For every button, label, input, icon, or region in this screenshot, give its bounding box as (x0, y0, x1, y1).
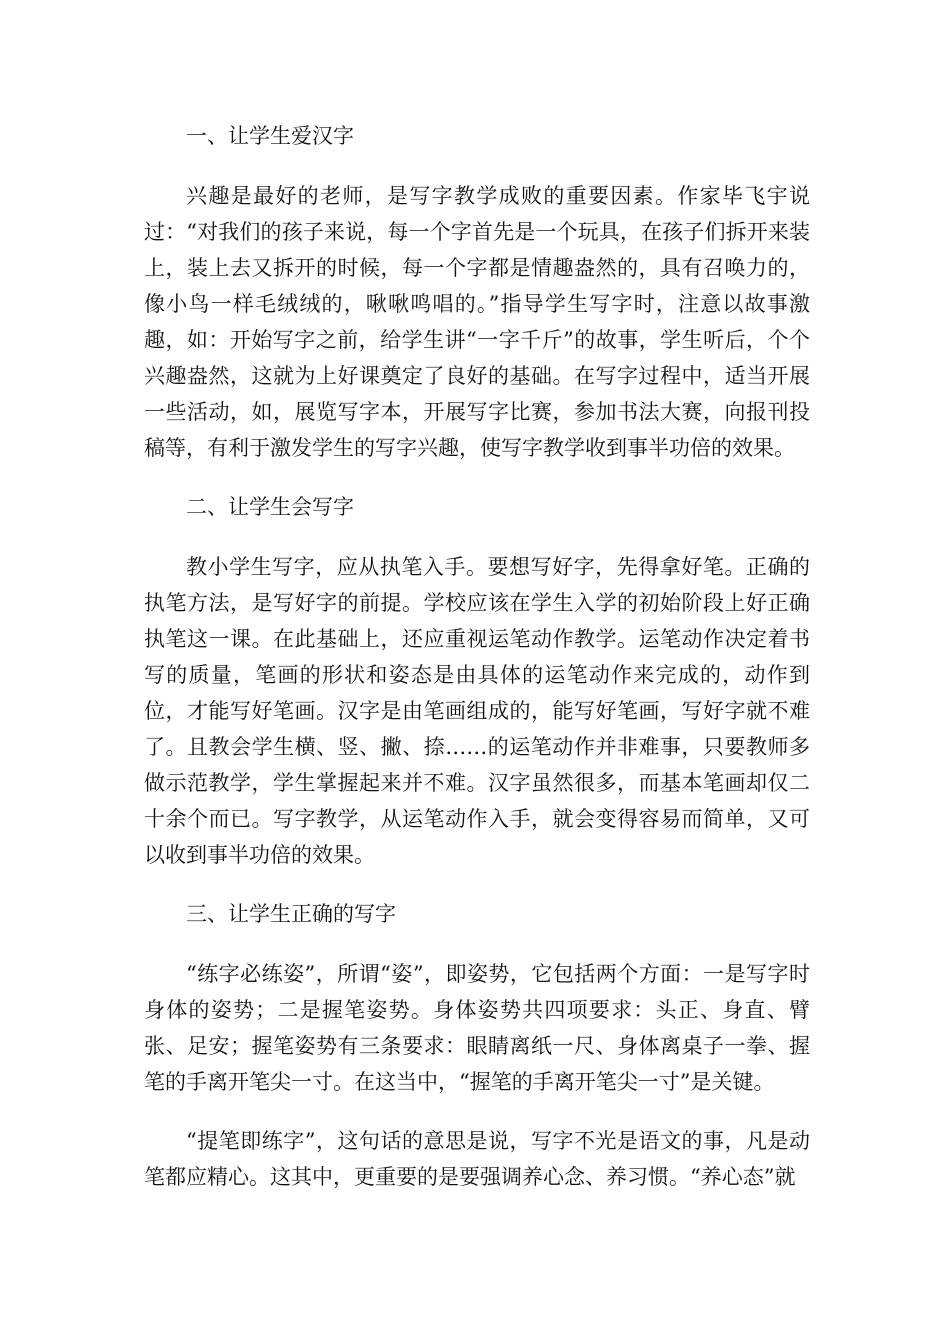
section-heading-3: 三、让学生正确的写字 (186, 902, 396, 926)
section-heading-2: 二、让学生会写字 (186, 495, 354, 519)
document-body (144, 118, 810, 1195)
section-1-paragraph-1: 兴趣是最好的老师，是写字教学成败的重要因素。作家毕飞宇说过：“对我们的孩子来说，每一个字首先是一个玩具，在孩子们拆开来装上，装上去又拆开的时候，每一个字都是情趣盎然的，具有召唤力的，像小鸟一样毛绒绒的，啾啾鸣唱的。”指导学生写字时，注意以故事激趣，如：开始写字之前，给学生讲“一字千斤”的故事，学生听后，个个兴趣盎然，这就为上好课奠定了良好的基础。在写字过程中，适当开展一些活动，如，展览写字本，开展写字比赛，参加书法大赛，向报刊投稿等，有利于激发学生的写字兴趣，使写字教学收到事半功倍的效果。 (144, 184, 810, 460)
section-3-paragraph-2: “提笔即练字”，这句话的意思是说，写字不光是语文的事，凡是动笔都应精心。这其中，更重要的是要强调养心念、养习惯。“养心态”就 (144, 1129, 810, 1189)
section-heading-1: 一、让学生爱汉字 (186, 124, 354, 148)
section-3-paragraph-1: “练字必练姿”，所谓“姿”，即姿势，它包括两个方面：一是写字时身体的姿势；二是握笔姿势。身体姿势共四项要求：头正、身直、臂张、足安；握笔姿势有三条要求：眼睛离纸一尺、身体离桌子一拳、握笔的手离开笔尖一寸。在这当中，“握笔的手离开笔尖一寸”是关键。 (144, 962, 810, 1094)
section-2-paragraph-1: 教小学生写字，应从执笔入手。要想写好字，先得拿好笔。正确的执笔方法，是写好字的前提。学校应该在学生入学的初始阶段上好正确执笔这一课。在此基础上，还应重视运笔动作教学。运笔动作决定着书写的质量，笔画的形状和姿态是由具体的运笔动作来完成的，动作到位，才能写好笔画。汉字是由笔画组成的，能写好笔画，写好字就不难了。且教会学生横、竖、撇、捺……的运笔动作并非难事，只要教师多做示范教学，学生掌握起来并不难。汉字虽然很多，而基本笔画却仅二十余个而已。写字教学，从运笔动作入手，就会变得容易而简单，又可以收到事半功倍的效果。 (144, 555, 810, 867)
